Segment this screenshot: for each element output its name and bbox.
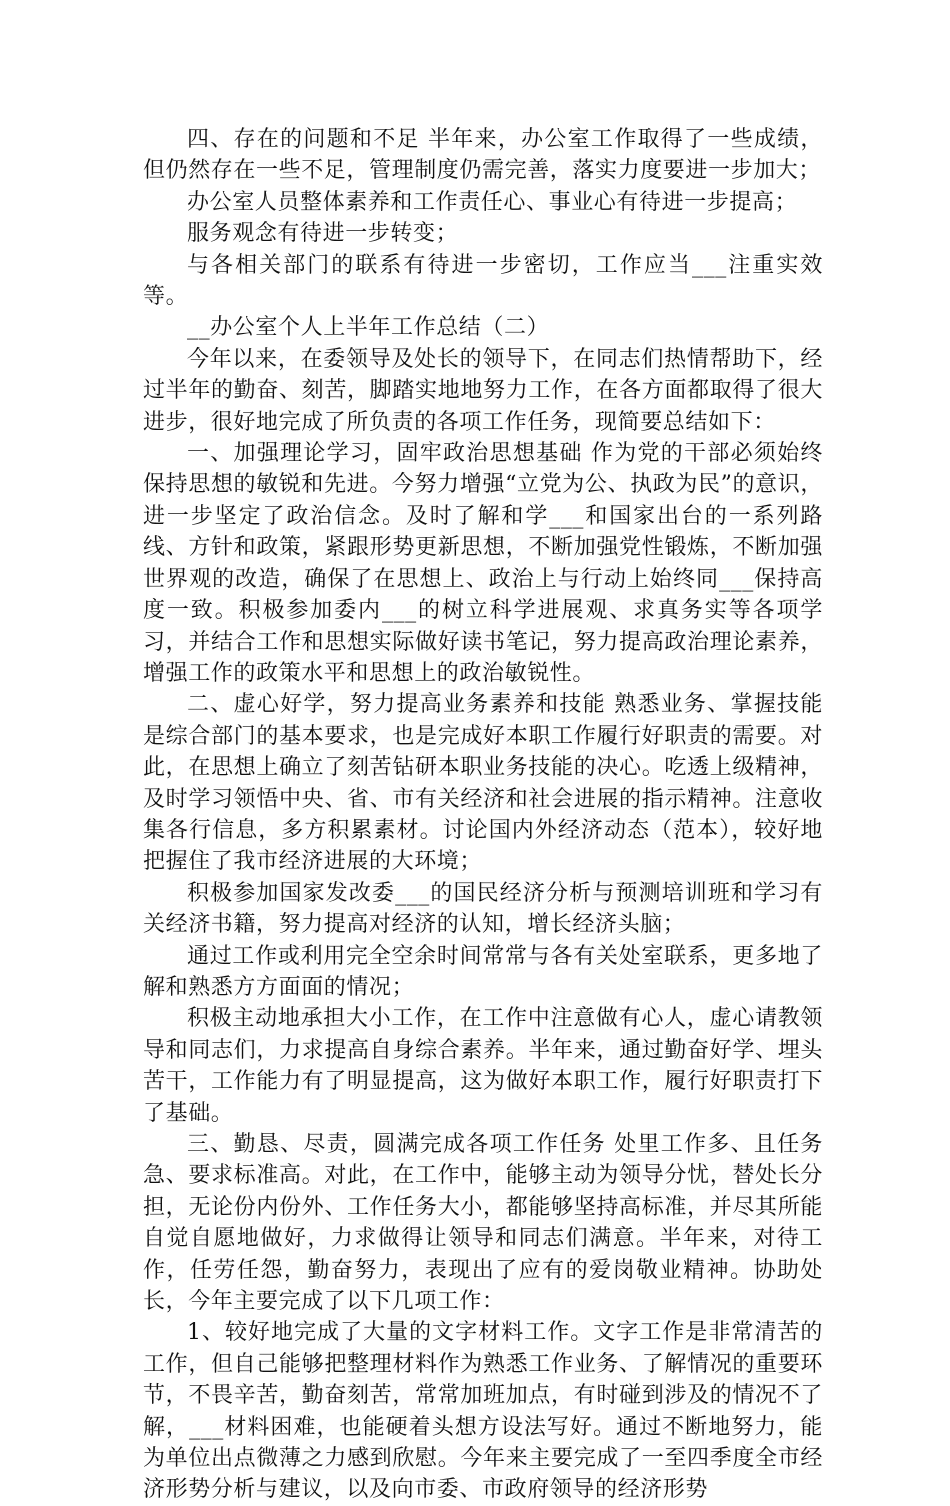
paragraph-training: 积极参加国家发改委___的国民经济分析与预测培训班和学习有关经济书籍，努力提高对经济的认知，增长经济头脑； — [143, 880, 823, 938]
paragraph-business-skills: 二、虚心好学，努力提高业务素养和技能 熟悉业务、掌握技能是综合部门的基本要求，也是完成好本职工作履行好职责的需要。对此，在思想上确立了刻苦钻研本职业务技能的决心。吃透上级精神，及时学习领悟中央、省、市有关经济和社会进展的指示精神。注意收集各行信息，多方积累素材。讨论国内外经济动态（范本），较好地把握住了我市经济进展的大环境； — [143, 692, 823, 875]
paragraph-service-concept: 服务观念有待进一步转变； — [187, 221, 459, 247]
paragraph-contact-offices: 通过工作或利用完全空余时间常常与各有关处室联系，更多地了解和熟悉方方面面的情况； — [143, 943, 823, 1000]
paragraph-diligence: 三、勤恳、尽责，圆满完成各项工作任务 处里工作多、且任务急、要求标准高。对此，在工作中，能够主动为领导分忧，替处长分担，无论份内份外、工作任务大小，都能够坚持高标准，并尽其所能自觉自愿地做好，力求做得让领导和同志们满意。半年来，对待工作，任劳任怨，勤奋努力，表现出了应有的爱岗敬业精神。协助处长，今年主要完成了以下几项工作： — [143, 1132, 823, 1315]
paragraph-theory-study: 一、加强理论学习，固牢政治思想基础 作为党的干部必须始终保持思想的敏锐和先进。今努力增强“立党为公、执政为民”的意识，进一步坚定了政治信念。及时了解和学___和国家出台的一系列路线、方针和政策，紧跟形势更新思想，不断加强党性锻炼，不断加强世界观的改造，确保了在思想上、政治上与行动上始终同___保持高度一致。积极参加委内___的树立科学进展观、求真务实等各项学习，并结合工作和思想实际做好读书笔记，努力提高政治理论素养，增强工作的政策水平和思想上的政治敏锐性。 — [143, 441, 823, 686]
paragraph-writing-work: 1、较好地完成了大量的文字材料工作。文字工作是非常清苦的工作，但自己能够把整理材料作为熟悉工作业务、了解情况的重要环节，不畏辛苦，勤奋刻苦，常常加班加点，有时碰到涉及的情况不了解，___材料困难，也能硬着头想方设法写好。通过不断地努力，能为单位出点微薄之力感到欣慰。今年来主要完成了一至四季度全市经济形势分析与建议，以及向市委、市政府领导的经济形势 — [143, 1320, 823, 1503]
section-title: __办公室个人上半年工作总结（二） — [187, 315, 550, 341]
paragraph-intro: 今年以来，在委领导及处长的领导下，在同志们热情帮助下，经过半年的勤奋、刻苦，脚踏实地地努力工作，在各方面都取得了很大进步，很好地完成了所负责的各项工作任务，现简要总结如下： — [143, 346, 823, 435]
paragraph-department-contact: 与各相关部门的联系有待进一步密切，工作应当___注重实效等。 — [143, 252, 823, 310]
paragraph-problems: 四、存在的问题和不足 半年来，办公室工作取得了一些成绩，但仍然存在一些不足，管理制度仍需完善，落实力度要进一步加大； — [143, 127, 823, 184]
paragraph-staff-quality: 办公室人员整体素养和工作责任心、事业心有待进一步提高； — [187, 189, 798, 215]
document-body — [143, 124, 823, 1506]
paragraph-proactive-work: 积极主动地承担大小工作，在工作中注意做有心人，虚心请教领导和同志们，力求提高自身综合素养。半年来，通过勤奋好学、埋头苦干，工作能力有了明显提高，这为做好本职工作，履行好职责打下了基础。 — [143, 1006, 823, 1126]
